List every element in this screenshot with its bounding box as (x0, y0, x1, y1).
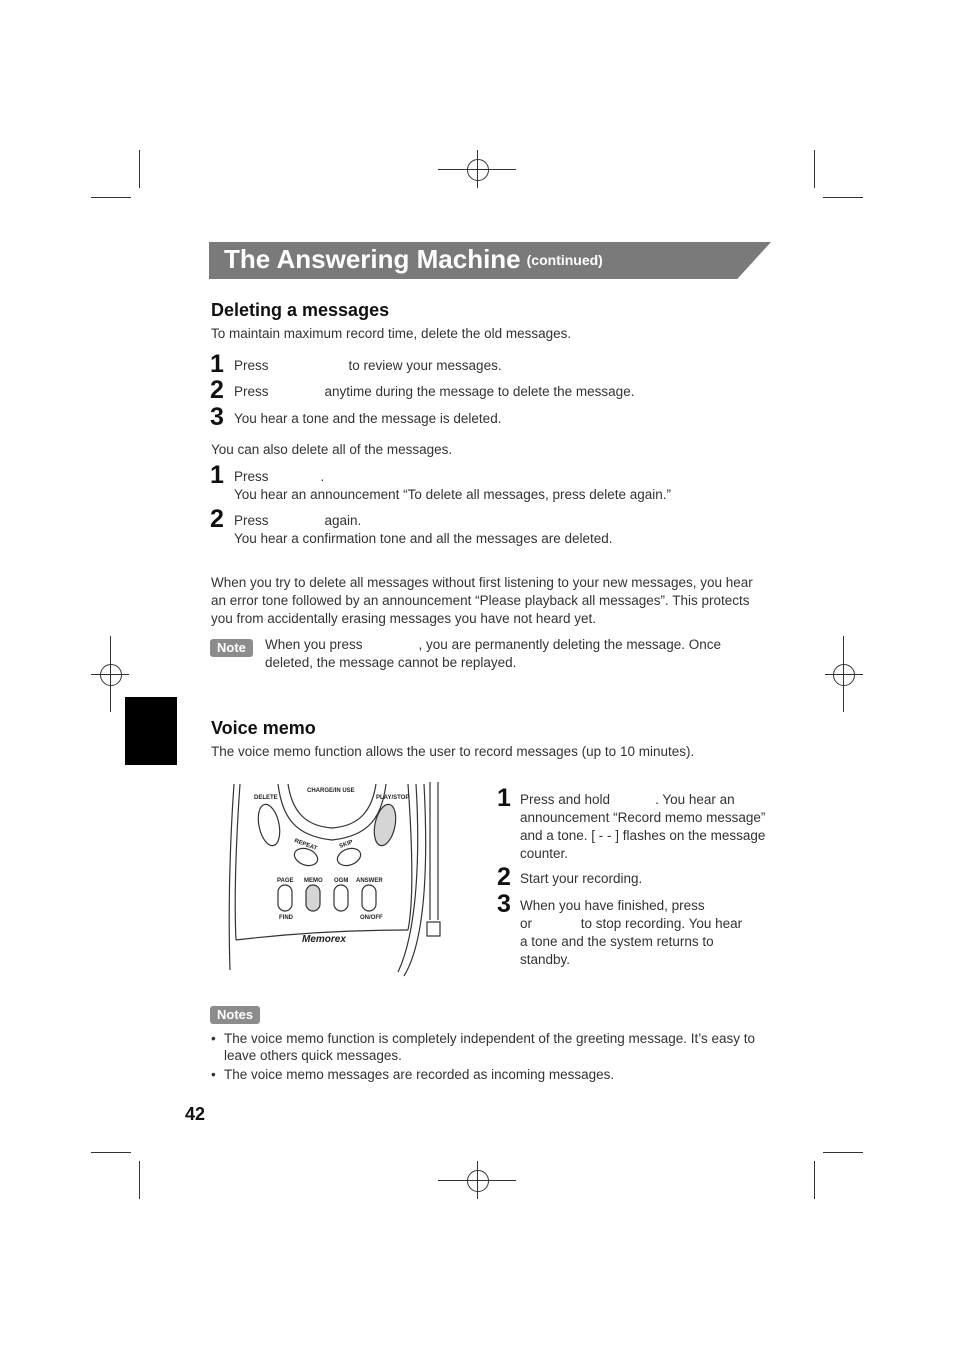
crop-mark (91, 1152, 131, 1153)
registration-mark-icon (100, 664, 122, 686)
crop-mark (139, 1161, 140, 1199)
device-label-on-off: ON/OFF (360, 915, 383, 921)
warning-paragraph: When you try to delete all messages without first listening to your new messages, you hear an error tone followed by an announcement “Please playback all messages”. This protects you from accidentally erasing messages you have not heard yet. (211, 575, 753, 626)
registration-line (477, 150, 478, 188)
registration-line (110, 636, 111, 712)
crop-mark (139, 150, 140, 188)
deleting-heading: Deleting a messages (211, 300, 390, 320)
step-text: Start your recording. (520, 871, 643, 886)
deleting-intro: To maintain maximum record time, delete the old messages. (211, 326, 572, 341)
voice-memo-heading: Voice memo (211, 718, 316, 738)
voice-memo-intro: The voice memo function allows the user to record messages (up to 10 minutes). (211, 744, 695, 759)
registration-mark-icon (467, 1170, 489, 1192)
step-text: You hear a tone and the message is deleted. (234, 411, 502, 426)
device-label-page: PAGE (277, 878, 294, 884)
crop-mark (823, 197, 863, 198)
step-number: 2 (210, 505, 224, 533)
delete-all-intro: You can also delete all of the messages. (211, 442, 453, 457)
note-badge: Note (210, 639, 253, 657)
page-number: 42 (185, 1104, 206, 1124)
device-label-memo: MEMO (304, 878, 323, 884)
note-text: When you press , you are permanently deleting the message. Once deleted, the message cannot be replayed. (265, 637, 721, 670)
step-text: Press again. (234, 513, 362, 528)
device-label-repeat: REPEAT (293, 838, 318, 853)
step-number: 2 (210, 376, 224, 404)
step-text: Press and hold . You hear an announcement “Record memo message” and a tone. [ - - ] flashes on the message counter. (520, 792, 770, 861)
crop-mark (814, 1161, 815, 1199)
registration-line (477, 1161, 478, 1199)
device-label-skip: SKIP (338, 839, 354, 850)
brand-logo: Memorex (302, 934, 346, 945)
registration-mark-icon (833, 664, 855, 686)
step-number: 1 (210, 350, 224, 378)
step-number: 3 (497, 890, 511, 918)
step-number: 1 (497, 784, 511, 812)
answering-machine-illustration (222, 780, 452, 978)
section-tab (125, 697, 177, 765)
list-item: • The voice memo messages are recorded as incoming messages. (211, 1067, 615, 1082)
crop-mark (91, 197, 131, 198)
crop-mark (823, 1152, 863, 1153)
step-detail: You hear a confirmation tone and all the messages are deleted. (234, 531, 613, 546)
page-title (224, 244, 603, 275)
step-text: Press to review your messages. (234, 358, 502, 373)
registration-mark-icon (467, 159, 489, 181)
step-number: 2 (497, 863, 511, 891)
step-text: Press . (234, 469, 325, 484)
device-label-answer: ANSWER (356, 878, 383, 884)
title-subtitle: (continued) (526, 252, 603, 268)
device-label-delete: DELETE (254, 795, 278, 801)
device-label-find: FIND (279, 915, 293, 921)
registration-line (843, 636, 844, 712)
registration-line (825, 674, 863, 675)
step-number: 1 (210, 461, 224, 489)
device-label-play-stop: PLAY/STOP (376, 795, 410, 801)
step-text: When you have finished, press or to stop recording. You hear a tone and the system returns to standby. (520, 898, 773, 967)
device-label-charge: CHARGE/IN USE (307, 788, 355, 794)
crop-mark (814, 150, 815, 188)
list-item: • The voice memo function is completely independent of the greeting message. It’s easy to leave others quick messages. (211, 1031, 756, 1063)
device-label-ogm: OGM (334, 878, 349, 884)
title-text: The Answering Machine (224, 244, 521, 274)
step-text: Press anytime during the message to delete the message. (234, 384, 635, 399)
step-number: 3 (210, 403, 224, 431)
step-detail: You hear an announcement “To delete all messages, press delete again.” (234, 487, 672, 502)
notes-badge: Notes (210, 1006, 260, 1024)
